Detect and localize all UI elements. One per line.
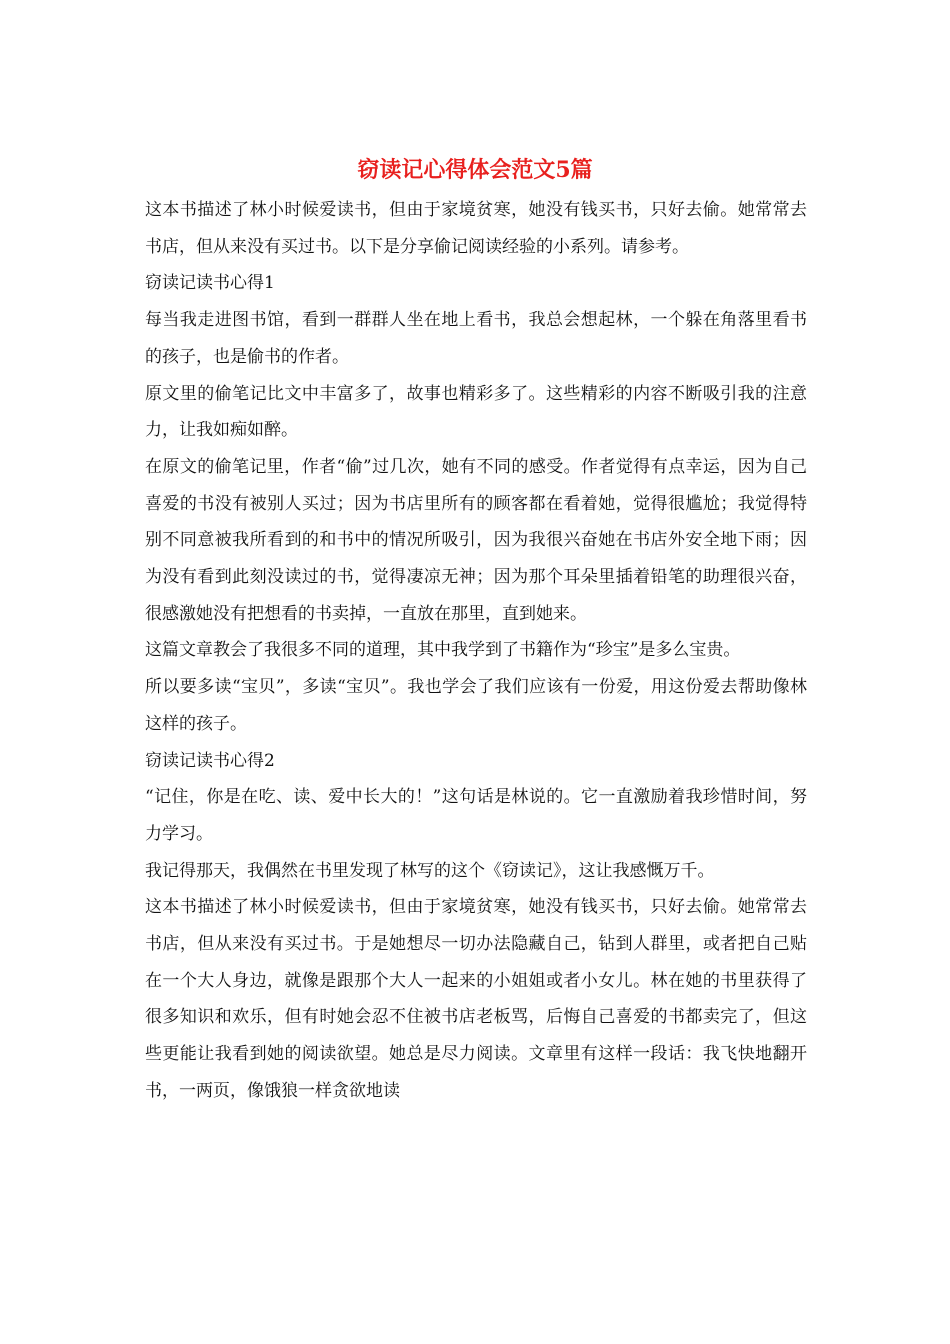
paragraph: 原文里的偷笔记比文中丰富多了，故事也精彩多了。这些精彩的内容不断吸引我的注意力，让我如痴如醉。 — [145, 383, 807, 441]
paragraph: “记住，你是在吃、读、爱中长大的！”这句话是林说的。它一直激励着我珍惜时间，努力学习。 — [145, 787, 807, 844]
paragraph: 我记得那天，我偶然在书里发现了林写的这个《窃读记》，这让我感慨万千。 — [145, 860, 715, 881]
paragraph: 这本书描述了林小时候爱读书，但由于家境贫寒，她没有钱买书，只好去偷。她常常去书店，但从来没有买过书。以下是分享偷记阅读经验的小系列。请参考。 — [145, 200, 807, 257]
paragraph: 这篇文章教会了我很多不同的道理，其中我学到了书籍作为“珍宝”是多么宝贵。 — [145, 640, 741, 661]
paragraph: 每当我走进图书馆，看到一群群人坐在地上看书，我总会想起林，一个躲在角落里看书的孩子，也是偷书的作者。 — [145, 310, 807, 367]
document-body — [145, 192, 807, 1110]
section-heading: 窃读记读书心得2 — [145, 750, 275, 771]
paragraph: 所以要多读“宝贝”，多读“宝贝”。我也学会了我们应该有一份爱，用这份爱去帮助像林这样的孩子。 — [145, 677, 807, 734]
document-title: 窃读记心得体会范文5篇 — [357, 157, 593, 183]
section-heading: 窃读记读书心得1 — [145, 273, 275, 294]
paragraph: 这本书描述了林小时候爱读书，但由于家境贫寒，她没有钱买书，只好去偷。她常常去书店，但从来没有买过书。于是她想尽一切办法隐藏自己，钻到人群里，或者把自己贴在一个大人身边，就像是跟那个大人一起来的小姐姐或者小女儿。林在她的书里获得了很多知识和欢乐，但有时她会忍不住被书店老板骂，后悔自己喜爱的书都卖完了，但这些更能让我看到她的阅读欲望。她总是尽力阅读。文章里有这样一段话：我飞快地翻开书，一两页，像饿狼一样贪欲地读 — [145, 897, 807, 1101]
paragraph: 在原文的偷笔记里，作者“偷”过几次，她有不同的感受。作者觉得有点幸运，因为自己喜爱的书没有被别人买过；因为书店里所有的顾客都在看着她，觉得很尴尬；我觉得特别不同意被我所看到的和书中的情况所吸引，因为我很兴奋她在书店外安全地下雨；因为没有看到此刻没读过的书，觉得凄凉无神；因为那个耳朵里插着铅笔的助理很兴奋，很感激她没有把想看的书卖掉，一直放在那里，直到她来。 — [145, 456, 807, 624]
